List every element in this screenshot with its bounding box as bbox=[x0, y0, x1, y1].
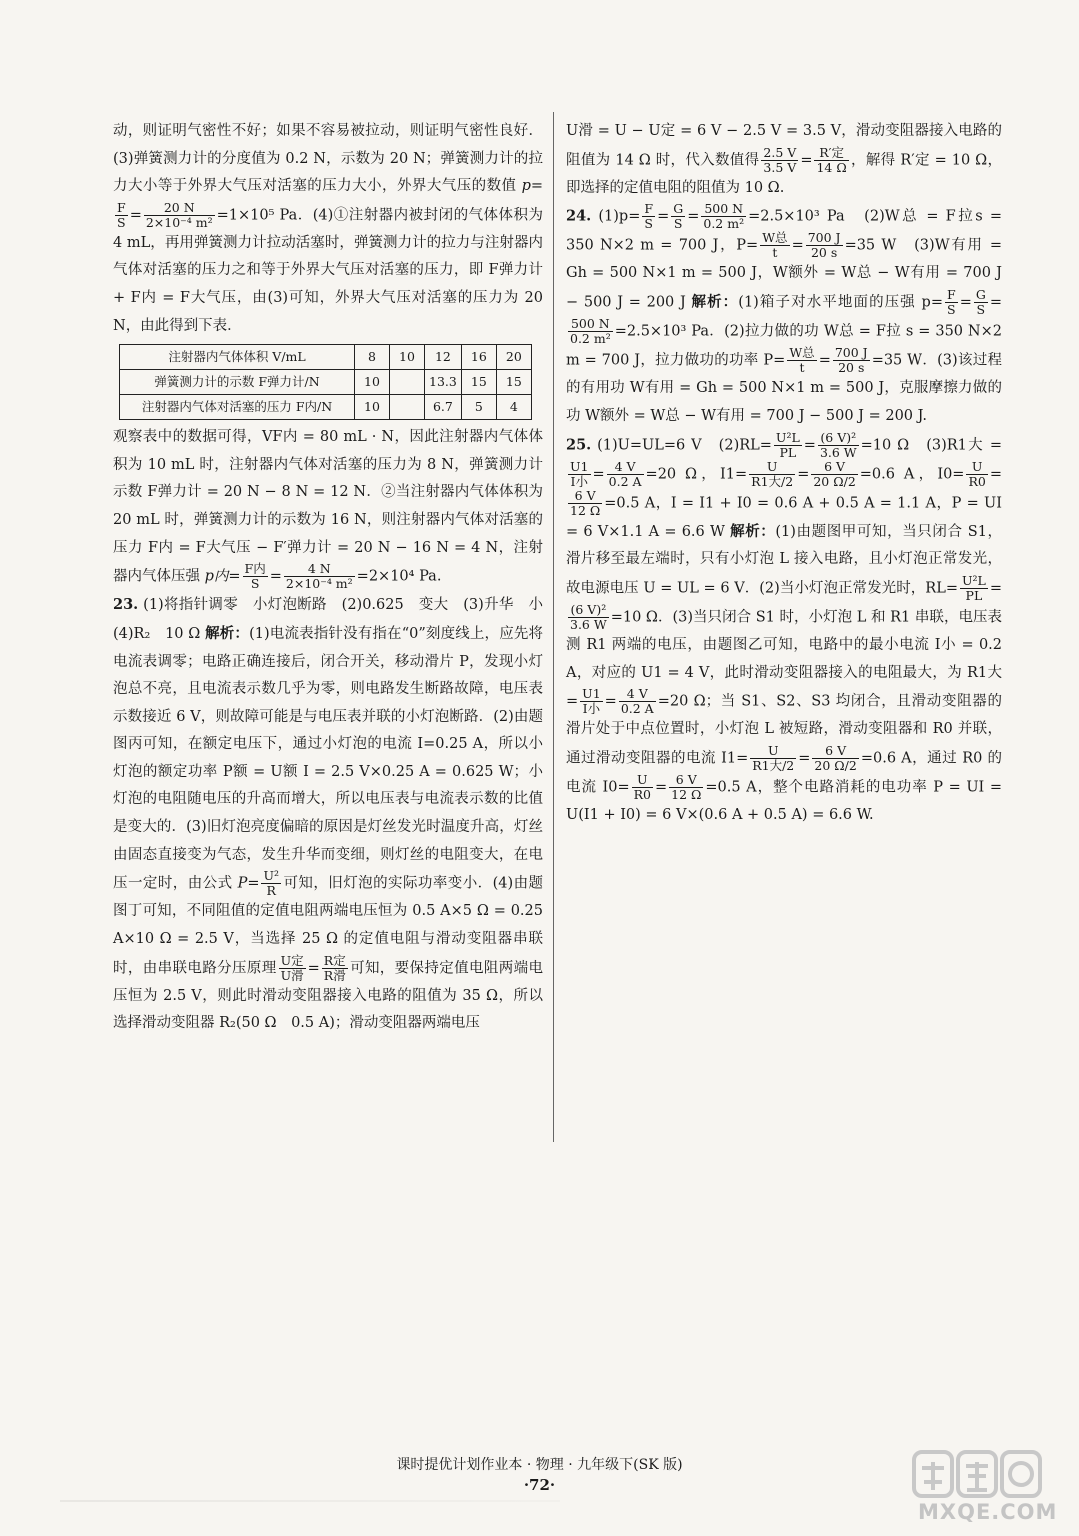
fraction: $\frac{6 V}{12 \Omega}$ bbox=[570, 487, 601, 518]
paragraph-table-analysis: 观察表中的数据可得，VF内 = 80 mL · N，因此注射器内气体体积为 10 mL 时，注射器内气体对活塞的压力为 8 N，弹簧测力计示数 F弹力计 = 20 N − 8 N = 12 N．②当注射器内气体体积为 20 mL 时，弹簧测力计的示数为 16 N，则注射器内气体对活塞的压力 F内 = F大气压 − F′弹力计 = 20 N − 16 N = 4 N，注射器内气体压强 p内= $\frac{\text{F内}}{S}$ = $\frac{4 N}{\text{2×10⁻⁴ m²}}$ =2×10⁴ Pa. bbox=[113, 429, 543, 592]
table-row bbox=[120, 370, 532, 395]
analysis-label: 解析： bbox=[205, 624, 250, 642]
fraction: $\frac{F}{S}$ bbox=[644, 201, 654, 232]
fraction: $\frac{\text{F内}}{S}$ bbox=[244, 561, 266, 592]
question-25: 25. (1)U=UL=6 V (2)RL= $\frac{\text{U²L}}{PL}$ = $\frac{\text{(6 V)²}}{3.6 W}$ =10 Ω (3)R1大 = $\frac{U1}{\text{I小}}$ = $\frac{4 V}{0.2 A}$ =20 Ω，I1= $\frac{U}{\text{R1大/2}}$ = $\frac{6 V}{20 \Omega/2}$ =0.6 A，I0= $\frac{U}{R0}$ = $\frac{6 V}{12 \Omega}$ =0.5 A，I = I1 + I0 = 0.6 A + 0.5 A = 1.1 A，P = UI = 6 V×1.1 A = 6.6 W 解析：(1)由题图甲可知，当只闭合 S1，滑片移至最左端时，只有小灯泡 L 接入电路，且小灯泡正常发光，故电源电压 U = UL = 6 V．(2)当小灯泡正常发光时，RL= $\frac{\text{U²L}}{PL}$ = $\frac{\text{(6 V)²}}{3.6 W}$ =10 Ω．(3)当只闭合 S1 时，小灯泡 L 和 R1 串联，电压表测 R1 两端的电压，由题图乙可知，电路中的最小电流 I小 = 0.2 A，对应的 U1 = 4 V，此时滑动变阻器接入的电阻最大，为 R1大 = $\frac{U1}{\text{I小}}$ = $\frac{4 V}{0.2 A}$ =20 Ω；当 S1、S2、S3 均闭合，且滑动变阻器的滑片处于中点位置时，小灯泡 L 被短路，滑动变阻器和 R0 并联，通过滑动变阻器的电流 I1= $\frac{U}{\text{R1大/2}}$ = $\frac{6 V}{20 \Omega/2}$ =0.6 A，通过 R0 的电流 I0= $\frac{U}{R0}$ = $\frac{6 V}{12 \Omega}$ =0.5 A，整个电路消耗的电功率 P = UI = U(I1 + I0) = 6 V×(0.6 A + 0.5 A) = 6.6 W. bbox=[566, 429, 1003, 824]
table-row-label: 弹簧测力计的示数 F弹力计/N bbox=[120, 370, 355, 395]
fraction: $\frac{4 V}{0.2 A}$ bbox=[620, 686, 654, 717]
fraction: $\frac{U}{R0}$ bbox=[968, 458, 986, 489]
table-row-label: 注射器内气体对活塞的压力 F内/N bbox=[120, 395, 355, 420]
table-cell: 10 bbox=[355, 370, 390, 395]
fraction: $\frac{6 V}{20 \Omega/2}$ bbox=[814, 743, 857, 774]
fraction: $\frac{700 J}{20 s}$ bbox=[807, 230, 841, 261]
fraction: $\frac{500 N}{\text{0.2 m²}}$ bbox=[703, 201, 745, 232]
fraction: $\frac{\text{(6 V)²}}{3.6 W}$ bbox=[570, 602, 607, 633]
question-23: 23. (1)将指针调零 小灯泡断路 (2)0.625 变大 (3)升华 小 (4)R₂ 10 Ω 解析：(1)电流表指针没有指在“0”刻度线上，应先将电流表调零；电路正确连接后，闭合开关，移动滑片 P，发现小灯泡总不亮，且电流表示数几乎为零，则电路发生断路故障，电压表示数接近 6 V，则故障可能是与电压表并联的小灯泡断路．(2)由题图丙可知，在额定电压下，通过小灯泡的电流 I=0.25 A，所以小灯泡的额定功率 P额 = U额 I = 2.5 V×0.25 A = 0.625 W；小灯泡的电阻随电压的升高而增大，所以电压表与电流表示数的比值是变大的．(3)旧灯泡亮度偏暗的原因是灯丝发光时温度升高，灯丝由固态直接变为气态，发生升华而变细，则灯丝的电阻变大，在电压一定时，由公式 P= $\frac{\text{U²}}{R}$ 可知，旧灯泡的实际功率变小．(4)由题图丁可知，不同阻值的定值电阻两端电压恒为 0.5 A×5 Ω = 0.25 A×10 Ω = 2.5 V，当选择 25 Ω 的定值电阻与滑动变阻器串联时，由串联电路分压原理 $\frac{\text{U定}}{\text{U滑}}$ = $\frac{\text{R定}}{\text{R滑}}$ 可知，要保持定值电阻两端电压恒为 2.5 V，则此时滑动变阻器接入电路的阻值为 35 Ω，所以选择滑动变阻器 R₂(50 Ω 0.5 A)；滑动变阻器两端电压 bbox=[113, 596, 558, 1032]
question-number: 24. bbox=[566, 207, 592, 225]
question-24: 24. (1)p= $\frac{F}{S}$ = $\frac{G}{S}$ = $\frac{500 N}{\text{0.2 m²}}$ =2.5×10³ Pa (2)W总 = F拉s = 350 N×2 m = 700 J，P= $\frac{\text{W总}}{t}$ = $\frac{700 J}{20 s}$ =35 W (3)W有用 = Gh = 500 N×1 m = 500 J，W额外 = W总 − W有用 = 700 J − 500 J = 200 J 解析：(1)箱子对水平地面的压强 p= $\frac{F}{S}$ = $\frac{G}{S}$ = $\frac{500 N}{\text{0.2 m²}}$ =2.5×10³ Pa．(2)拉力做的功 W总 = F拉 s = 350 N×2 m = 700 J，拉力做功的功率 P= $\frac{\text{W总}}{t}$ = $\frac{700 J}{20 s}$ =35 W．(3)该过程的有用功 W有用 = Gh = 500 N×1 m = 500 J，克服摩擦力做的功 W额外 = W总 − W有用 = 700 J − 500 J = 200 J. bbox=[566, 201, 1003, 424]
paragraph-22-continued: 动，则证明气密性不好；如果不容易被拉动，则证明气密性良好．(3)弹簧测力计的分度值为 0.2 N，示数为 20 N；弹簧测力计的拉力大小等于外界大气压对活塞的压力大小，外界大气压的数值 p= $\frac{F}{S}$ = $\frac{20 N}{\text{2×10⁻⁴ m²}}$ =1×10⁵ Pa．(4)①注射器内被封闭的气体体积为 4 mL，再用弹簧测力计拉动活塞时，弹簧测力计的拉力与注射器内气体对活塞的压力之和等于外界大气压对活塞的压力，即 F弹力计 + F内 = F大气压，由(3)可知，外界大气压对活塞的压力为 20 N，由此得到下表． bbox=[113, 123, 544, 334]
table-cell: 8 bbox=[355, 345, 390, 370]
table-row bbox=[120, 395, 532, 420]
table-row-label: 注射器内气体体积 V/mL bbox=[120, 345, 355, 370]
fraction: $\frac{U}{R0}$ bbox=[633, 772, 651, 803]
watermark-text: MXQE.COM bbox=[918, 1500, 1058, 1524]
analysis-label: 解析： bbox=[691, 293, 739, 311]
paragraph-23-continued: U滑 = U − U定 = 6 V − 2.5 V = 3.5 V，滑动变阻器接入电路的阻值为 14 Ω 时，代入数值得 $\frac{2.5 V}{3.5 V}$ = $\frac{\text{R′定}}{14 \Omega}$ ，解得 R′定 = 10 Ω，即选择的定值电阻的阻值为 10 Ω. bbox=[566, 123, 1002, 196]
fraction: $\frac{4 V}{0.2 A}$ bbox=[608, 458, 642, 489]
fraction: $\frac{\text{R′定}}{14 \Omega}$ bbox=[816, 144, 847, 175]
table-cell: 10 bbox=[390, 345, 425, 370]
table-cell: 6.7 bbox=[425, 395, 462, 420]
table-cell: 13.3 bbox=[425, 370, 462, 395]
table-cell: 12 bbox=[425, 345, 462, 370]
fraction: $\frac{\text{(6 V)²}}{3.6 W}$ bbox=[819, 429, 857, 460]
table-cell: 20 bbox=[496, 345, 531, 370]
fraction: $\frac{U}{\text{R1大/2}}$ bbox=[751, 458, 794, 489]
fraction: $\frac{\text{U²L}}{PL}$ bbox=[775, 429, 800, 460]
fraction: $\frac{\text{U²L}}{PL}$ bbox=[961, 573, 986, 603]
scan-edge bbox=[60, 1500, 560, 1502]
fraction: $\frac{4 N}{\text{2×10⁻⁴ m²}}$ bbox=[285, 561, 353, 592]
fraction: $\frac{\text{W总}}{t}$ bbox=[762, 230, 788, 261]
column-divider bbox=[553, 112, 554, 1142]
fraction: $\frac{\text{W总}}{t}$ bbox=[789, 345, 815, 376]
fraction: $\frac{U}{\text{R1大/2}}$ bbox=[752, 743, 795, 774]
table-cell: 10 bbox=[355, 395, 390, 420]
analysis-label: 解析： bbox=[730, 522, 776, 540]
data-table bbox=[119, 344, 532, 420]
table-row bbox=[120, 345, 532, 370]
answer-stamp-icon bbox=[912, 1448, 1044, 1502]
fraction: $\frac{700 J}{20 s}$ bbox=[834, 345, 868, 376]
fraction: $\frac{2.5 V}{3.5 V}$ bbox=[763, 144, 797, 175]
left-column bbox=[113, 118, 558, 1038]
fraction: $\frac{U1}{\text{I小}}$ bbox=[570, 458, 589, 489]
question-number: 23. bbox=[113, 596, 139, 614]
table-cell: 15 bbox=[461, 370, 496, 395]
fraction: $\frac{F}{S}$ bbox=[947, 287, 956, 318]
table-cell bbox=[390, 370, 425, 395]
footer-book-title: 课时提优计划作业本 · 物理 · 九年级下(SK 版) bbox=[396, 1457, 683, 1473]
fraction: $\frac{500 N}{\text{0.2 m²}}$ bbox=[570, 316, 611, 347]
question-number: 25. bbox=[566, 436, 592, 454]
table-cell: 4 bbox=[496, 395, 531, 420]
table-cell: 15 bbox=[496, 370, 531, 395]
fraction: $\frac{\text{U²}}{R}$ bbox=[263, 868, 280, 899]
page-number: ·72· bbox=[523, 1476, 556, 1494]
fraction: $\frac{F}{S}$ bbox=[117, 199, 126, 230]
fraction: $\frac{\text{U定}}{\text{U滑}}$ bbox=[280, 952, 304, 983]
right-column bbox=[566, 118, 1002, 830]
fraction: $\frac{20 N}{\text{2×10⁻⁴ m²}}$ bbox=[145, 199, 213, 230]
fraction: $\frac{6 V}{12 \Omega}$ bbox=[671, 772, 702, 803]
fraction: $\frac{6 V}{20 \Omega/2}$ bbox=[813, 458, 856, 489]
table-cell: 16 bbox=[461, 345, 496, 370]
fraction: $\frac{\text{R定}}{\text{R滑}}$ bbox=[323, 952, 346, 983]
fraction: $\frac{G}{S}$ bbox=[673, 201, 684, 232]
watermark-logo bbox=[912, 1448, 1058, 1528]
table-cell: 5 bbox=[461, 395, 496, 420]
table-cell bbox=[390, 395, 425, 420]
fraction: $\frac{G}{S}$ bbox=[975, 287, 986, 318]
fraction: $\frac{U1}{\text{I小}}$ bbox=[582, 686, 601, 717]
